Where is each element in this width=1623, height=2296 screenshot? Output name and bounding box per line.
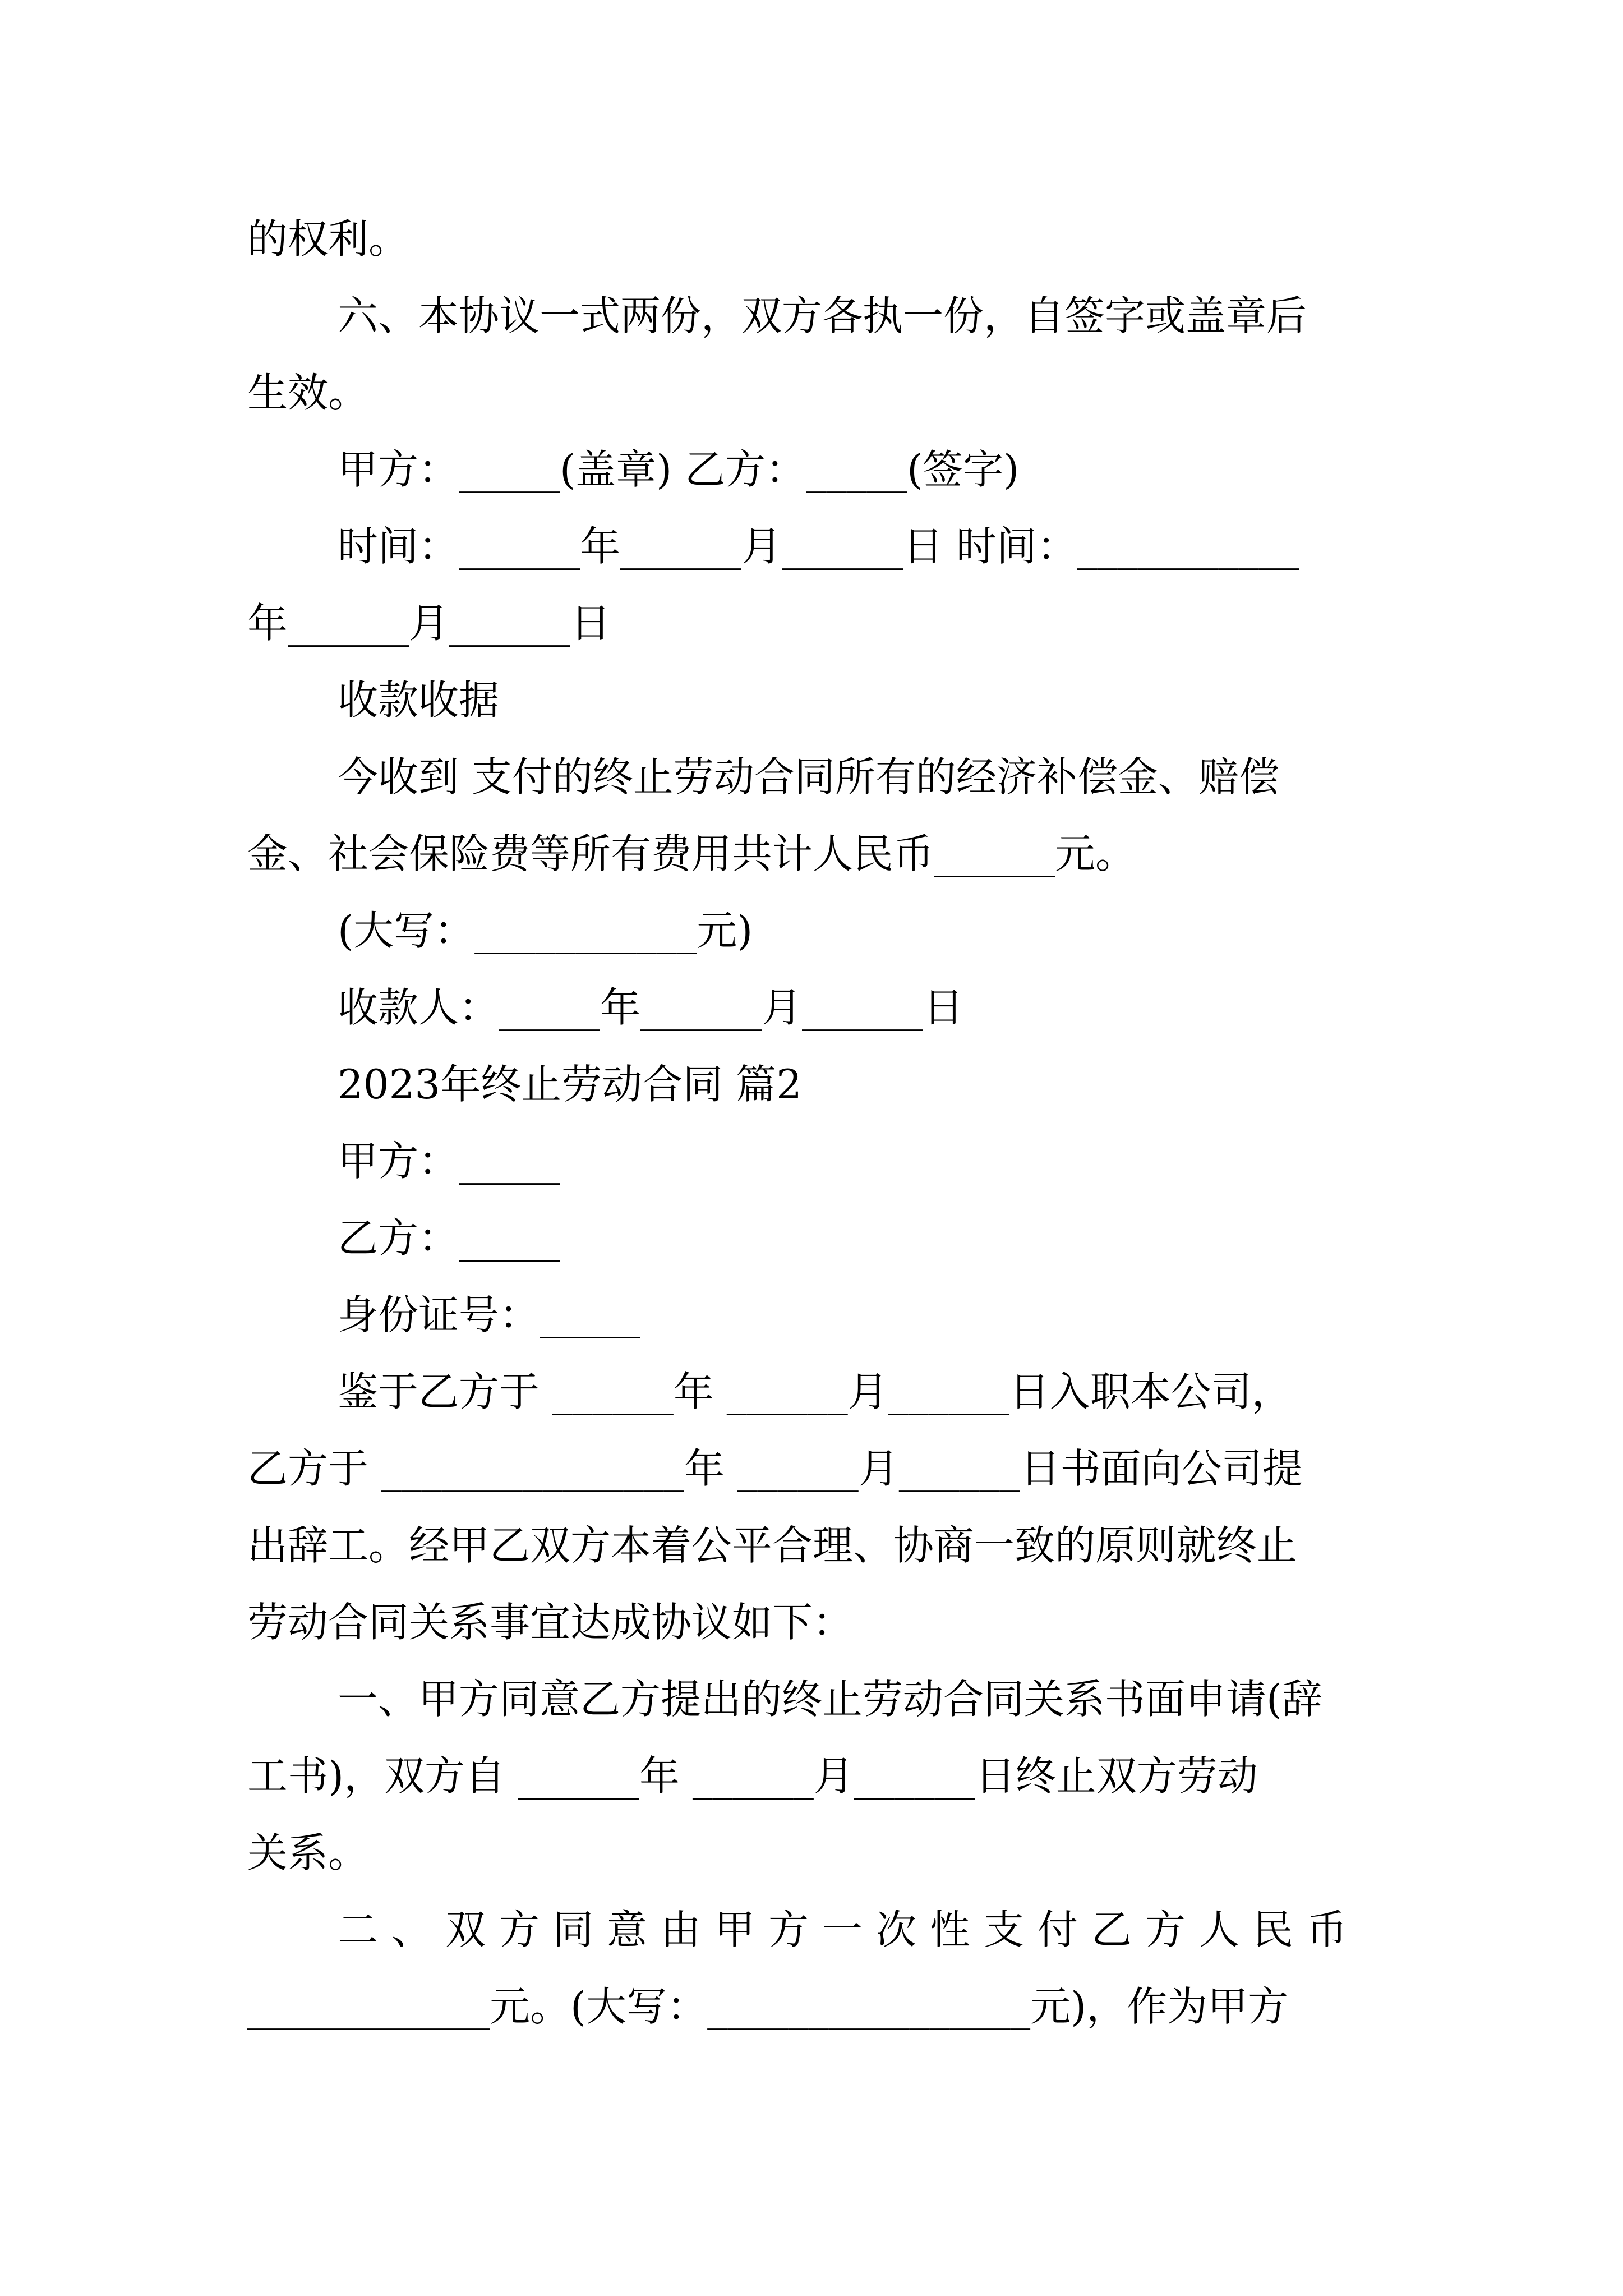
section-heading: 收款收据: [338, 677, 500, 724]
paragraph-line: 乙方于 _______________年 ______月______日书面向公司提: [247, 1445, 1303, 1492]
paragraph-line: 一、甲方同意乙方提出的终止劳动合同关系书面申请(辞: [338, 1676, 1323, 1723]
signature-line: 收款人：_____年______月______日: [338, 984, 964, 1031]
section-heading: 2023年终止劳动合同 篇2: [338, 1061, 802, 1108]
signature-line: 甲方：_____(盖章) 乙方：_____(签字): [338, 446, 1020, 493]
paragraph-line: 关系。: [247, 1829, 369, 1876]
paragraph-line: 出辞工。经甲乙双方本着公平合理、协商一致的原则就终止: [247, 1522, 1298, 1569]
paragraph-line: 金、社会保险费等所有费用共计人民币______元。: [247, 830, 1136, 877]
paragraph-line: 二、双方同意由甲方一次性支付乙方人民币: [338, 1906, 1361, 1953]
date-line: 年______月______日: [247, 600, 611, 647]
paragraph-line: 六、本协议一式两份，双方各执一份，自签字或盖章后: [338, 292, 1307, 339]
paragraph-line: 的权利。: [247, 215, 409, 263]
party-line: 甲方：_____: [338, 1138, 560, 1185]
id-number-line: 身份证号：_____: [338, 1291, 641, 1338]
paragraph-line: 鉴于乙方于 ______年 ______月______日入职本公司，: [338, 1368, 1292, 1415]
paragraph-line: 劳动合同关系事宜达成协议如下：: [247, 1599, 854, 1646]
paragraph-line: 今收到 支付的终止劳动合同所有的经济补偿金、赔偿: [338, 753, 1279, 800]
date-line: 时间：______年______月______日 时间：___________: [338, 523, 1299, 570]
paragraph-line: 生效。: [247, 369, 369, 416]
paragraph-line: 工书)，双方自 ______年 ______月______日终止双方劳动: [247, 1752, 1258, 1800]
paragraph-line: ____________元。(大写：________________元)，作为甲方: [247, 1983, 1289, 2030]
paragraph-line: (大写：___________元): [338, 907, 753, 954]
party-line: 乙方：_____: [338, 1214, 560, 1262]
